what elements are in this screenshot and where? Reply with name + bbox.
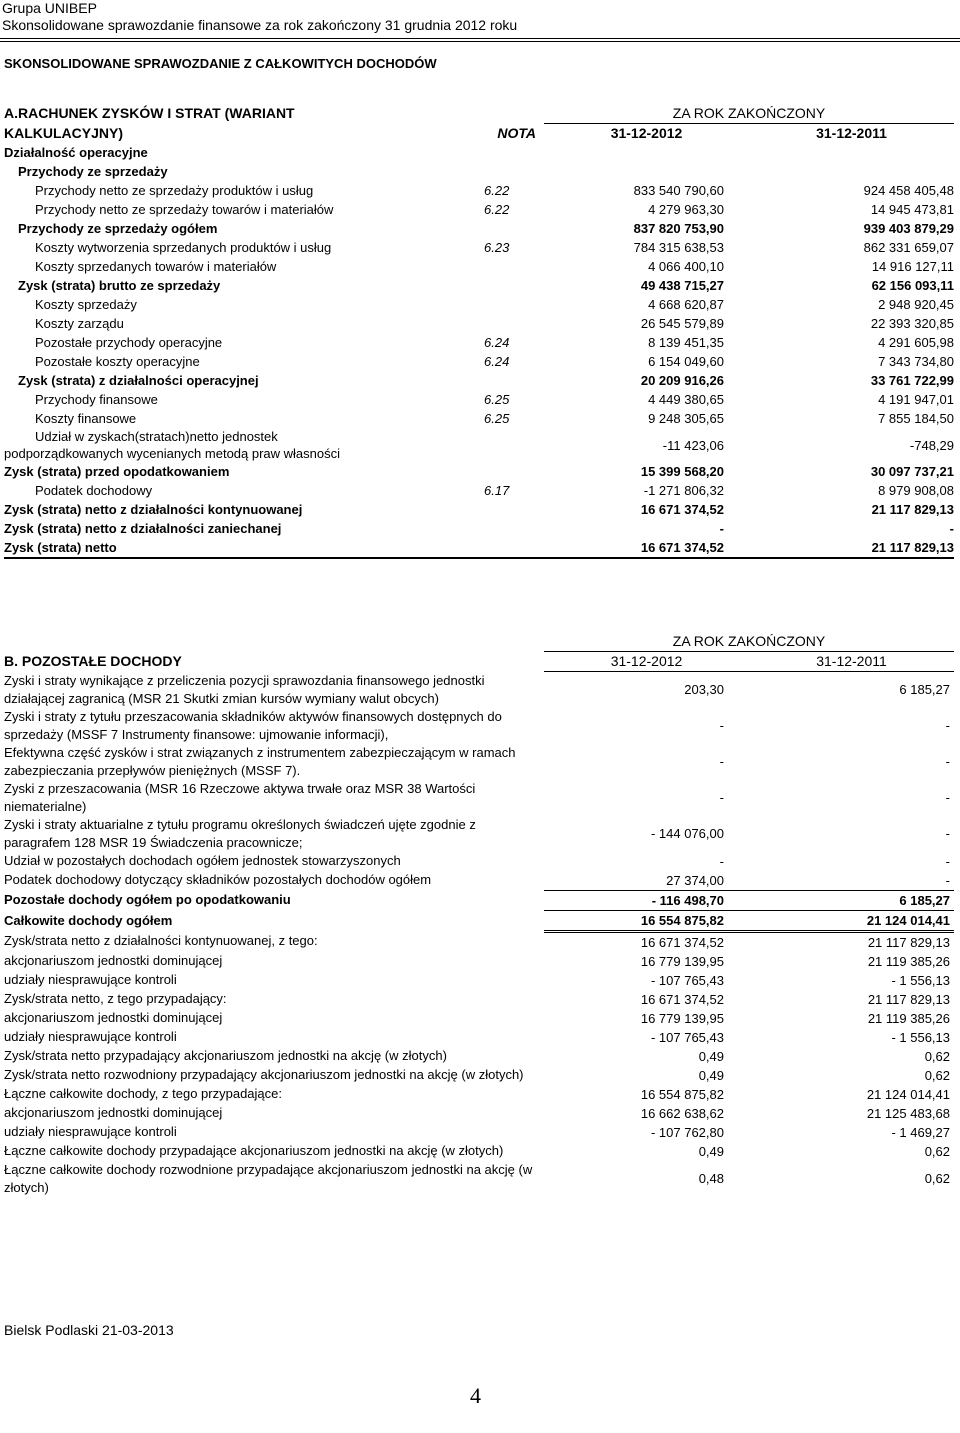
row-nota bbox=[484, 257, 544, 276]
row-label: Podatek dochodowy dotyczący składników pozostałych dochodów ogółem bbox=[4, 872, 432, 888]
row-value-2011: 14 945 473,81 bbox=[870, 202, 954, 217]
row-value-2011: 0,62 bbox=[924, 1171, 950, 1186]
period-label-a: ZA ROK ZAKOŃCZONY bbox=[544, 104, 954, 124]
page-title: SKONSOLIDOWANE SPRAWOZDANIE Z CAŁKOWITYCH DOCHODÓW bbox=[4, 56, 437, 71]
row-value-2012: - 107 762,80 bbox=[650, 1124, 724, 1140]
table-row bbox=[4, 1009, 954, 1028]
row-value-2012: 16 671 374,52 bbox=[640, 540, 724, 555]
table-row bbox=[4, 500, 954, 519]
table-row bbox=[4, 519, 954, 538]
row-label: Zysk/strata netto z działalności kontynuowanej, z tego: bbox=[4, 933, 318, 949]
col-2011-header: 31-12-2011 bbox=[816, 125, 887, 141]
row-nota: 6.25 bbox=[484, 411, 510, 426]
row-nota bbox=[484, 162, 544, 181]
row-value-2012: - 107 765,43 bbox=[650, 1029, 724, 1045]
row-label: Przychody netto ze sprzedaży towarów i materiałów bbox=[35, 202, 334, 217]
row-nota: 6.24 bbox=[484, 354, 510, 369]
table-row bbox=[4, 219, 954, 238]
row-value-2012: 6 154 049,60 bbox=[648, 354, 724, 369]
row-label: Pozostałe dochody ogółem po opodatkowaniu bbox=[4, 892, 291, 907]
row-nota bbox=[484, 519, 544, 538]
row-label bbox=[4, 428, 484, 462]
row-label: akcjonariuszom jednostki dominującej bbox=[4, 1010, 223, 1025]
row-value-2011: 33 761 722,99 bbox=[870, 373, 954, 388]
company-name: Grupa UNIBEP bbox=[2, 0, 97, 16]
row-label: Udział w pozostałych dochodach ogółem jednostek stowarzyszonych bbox=[4, 853, 401, 868]
table-row bbox=[4, 371, 954, 390]
row-label: Zysk (strata) przed opodatkowaniem bbox=[4, 464, 230, 479]
row-label: Koszty finansowe bbox=[35, 411, 137, 426]
row-value-2012: - 116 498,70 bbox=[544, 890, 749, 910]
row-label: Zysk/strata netto rozwodniony przypadający akcjonariuszom jednostki na akcję (w złotych) bbox=[4, 1067, 524, 1082]
row-nota bbox=[484, 462, 544, 481]
row-nota: 6.25 bbox=[484, 392, 510, 407]
table-row bbox=[4, 314, 954, 333]
table-row bbox=[4, 162, 954, 181]
row-label: Łączne całkowite dochody, z tego przypadające: bbox=[4, 1086, 282, 1101]
row-label: akcjonariuszom jednostki dominującej bbox=[4, 953, 223, 968]
row-label: udziały niesprawujące kontroli bbox=[4, 1124, 177, 1139]
row-value-2011: - bbox=[945, 853, 950, 869]
row-value-2011: 862 331 659,07 bbox=[863, 240, 954, 255]
row-value-2011: 4 191 947,01 bbox=[878, 392, 954, 407]
table-row bbox=[4, 428, 954, 462]
row-value-2011: 7 855 184,50 bbox=[878, 411, 954, 426]
table-row bbox=[4, 744, 954, 780]
row-value-2012 bbox=[544, 143, 749, 162]
table-row bbox=[4, 257, 954, 276]
row-nota: 6.24 bbox=[484, 335, 510, 350]
row-value-2012: -1 271 806,32 bbox=[643, 483, 724, 498]
row-label: Pozostałe koszty operacyjne bbox=[35, 354, 200, 369]
row-label: Efektywna część zysków i strat związanych z instrumentem zabezpieczającym w ramach zabezpieczania przepływów pieniężnych (MSSF 7). bbox=[4, 744, 516, 778]
table-row bbox=[4, 780, 954, 816]
period-label-b: ZA ROK ZAKOŃCZONY bbox=[544, 631, 954, 652]
col-2012-header-b: 31-12-2012 bbox=[544, 652, 749, 672]
table-row bbox=[4, 538, 954, 558]
row-nota: 6.17 bbox=[484, 483, 510, 498]
row-value-2011: 21 117 829,13 bbox=[867, 991, 950, 1007]
table-row bbox=[4, 672, 954, 708]
row-value-2011: - 1 556,13 bbox=[891, 972, 950, 988]
row-label: Koszty sprzedaży bbox=[35, 297, 137, 312]
table-row bbox=[4, 238, 954, 257]
row-label: Koszty zarządu bbox=[35, 316, 124, 331]
row-value-2012: 0,49 bbox=[698, 1143, 724, 1159]
row-value-2012: - bbox=[719, 790, 724, 805]
row-value-2011: 0,62 bbox=[924, 1048, 950, 1064]
row-value-2011: 21 117 829,13 bbox=[867, 934, 950, 950]
row-value-2011: 6 185,27 bbox=[749, 890, 954, 910]
row-label: Koszty wytworzenia sprzedanych produktów i usług bbox=[35, 240, 332, 255]
table-row bbox=[4, 333, 954, 352]
row-value-2012: 9 248 305,65 bbox=[648, 411, 724, 426]
row-label: Zysk (strata) netto z działalności zaniechanej bbox=[4, 521, 282, 536]
row-value-2012: 49 438 715,27 bbox=[640, 278, 724, 293]
row-value-2011: 22 393 320,85 bbox=[870, 316, 954, 331]
table-row bbox=[4, 1066, 954, 1085]
table-row bbox=[4, 1123, 954, 1142]
row-label: Łączne całkowite dochody rozwodnione przypadające akcjonariuszom jednostki na akcję (w złotych) bbox=[4, 1161, 533, 1195]
table-row bbox=[4, 200, 954, 219]
row-label: Zyski i straty wynikające z przeliczenia pozycji sprawozdania finansowego jednostki działającej zagranicą (MSR 21 Skutki zmian kursów wymiany walut obcych) bbox=[4, 672, 485, 706]
table-row bbox=[4, 1161, 954, 1197]
row-value-2011: - bbox=[949, 521, 954, 536]
row-label: Przychody ze sprzedaży ogółem bbox=[18, 221, 218, 236]
row-nota bbox=[484, 276, 544, 295]
table-row bbox=[4, 816, 954, 852]
row-value-2011: 21 117 829,13 bbox=[871, 502, 954, 517]
row-label: udziały niesprawujące kontroli bbox=[4, 972, 177, 987]
row-value-2011: 21 124 014,41 bbox=[749, 910, 954, 931]
row-value-2011: -748,29 bbox=[909, 437, 954, 453]
row-value-2011 bbox=[749, 162, 954, 181]
row-value-2011: - bbox=[945, 718, 950, 733]
table-row bbox=[4, 352, 954, 371]
row-nota bbox=[484, 428, 544, 462]
row-label: Zyski i straty z tytułu przeszacowania składników aktywów finansowych dostępnych do sprzedaży (MSSF 7 Instrumenty finansowe: ujmowanie informacji), bbox=[4, 708, 502, 742]
row-value-2012: - 144 076,00 bbox=[650, 826, 724, 841]
table-row bbox=[4, 931, 954, 952]
row-value-2012: 8 139 451,35 bbox=[648, 335, 724, 350]
row-label: Zyski z przeszacowania (MSR 16 Rzeczowe aktywa trwałe oraz MSR 38 Wartości niematerialne) bbox=[4, 780, 476, 814]
row-label: Zysk/strata netto, z tego przypadający: bbox=[4, 991, 227, 1006]
row-value-2012: 16 554 875,82 bbox=[640, 1086, 724, 1102]
header-divider-2 bbox=[0, 41, 960, 42]
row-label: Podatek dochodowy bbox=[35, 483, 153, 498]
nota-header: NOTA bbox=[497, 124, 536, 141]
row-label: Pozostałe przychody operacyjne bbox=[35, 335, 223, 350]
section-b-heading: B. POZOSTAŁE DOCHODY bbox=[4, 653, 182, 669]
row-value-2011: 924 458 405,48 bbox=[863, 183, 954, 198]
row-value-2012: 837 820 753,90 bbox=[633, 221, 724, 236]
row-value-2011: 4 291 605,98 bbox=[878, 335, 954, 350]
other-income-table bbox=[4, 631, 954, 1197]
row-nota: 6.23 bbox=[484, 240, 510, 255]
row-label-line1: Udział w zyskach(stratach)netto jednostek bbox=[35, 429, 278, 444]
row-value-2012: - bbox=[719, 754, 724, 769]
table-row bbox=[4, 390, 954, 409]
row-value-2011: - 1 556,13 bbox=[891, 1029, 950, 1045]
row-value-2011: 21 119 385,26 bbox=[867, 953, 950, 969]
row-label: Przychody ze sprzedaży bbox=[18, 164, 168, 179]
table-row bbox=[4, 1142, 954, 1161]
table-row bbox=[4, 971, 954, 990]
row-value-2012: - bbox=[719, 853, 724, 869]
table-row bbox=[4, 990, 954, 1009]
table-row bbox=[4, 952, 954, 971]
row-value-2012: 27 374,00 bbox=[544, 871, 749, 891]
table-row bbox=[4, 1085, 954, 1104]
row-value-2011: 2 948 920,45 bbox=[878, 297, 954, 312]
table-row bbox=[4, 276, 954, 295]
row-value-2012: 16 779 139,95 bbox=[640, 953, 724, 969]
row-nota: 6.22 bbox=[484, 202, 510, 217]
row-value-2011: 62 156 093,11 bbox=[871, 278, 954, 293]
table-row bbox=[4, 910, 954, 931]
row-value-2012: 833 540 790,60 bbox=[633, 183, 724, 198]
header-divider bbox=[0, 38, 960, 39]
row-value-2011: 21 119 385,26 bbox=[867, 1010, 950, 1026]
row-nota bbox=[484, 500, 544, 519]
row-label: Zysk (strata) netto bbox=[4, 540, 117, 555]
row-label: Zysk (strata) z działalności operacyjnej bbox=[18, 373, 259, 388]
table-row bbox=[4, 462, 954, 481]
row-value-2012: 784 315 638,53 bbox=[633, 240, 724, 255]
row-value-2012: 16 671 374,52 bbox=[640, 934, 724, 950]
row-value-2012: 16 779 139,95 bbox=[640, 1010, 724, 1026]
row-value-2012: 16 662 638,62 bbox=[640, 1105, 724, 1121]
row-value-2012: 4 668 620,87 bbox=[648, 297, 724, 312]
row-value-2011: 14 916 127,11 bbox=[871, 259, 954, 274]
row-value-2011: 6 185,27 bbox=[899, 682, 950, 698]
row-value-2011: 939 403 879,29 bbox=[863, 221, 954, 236]
row-label: Działalność operacyjne bbox=[4, 145, 148, 160]
row-value-2012: -11 423,06 bbox=[662, 437, 724, 453]
row-value-2012: 203,30 bbox=[684, 682, 724, 698]
row-value-2011: 21 124 014,41 bbox=[866, 1086, 950, 1102]
row-value-2011: 21 125 483,68 bbox=[866, 1105, 950, 1121]
row-value-2011: 0,62 bbox=[924, 1143, 950, 1159]
row-value-2011: - 1 469,27 bbox=[891, 1124, 950, 1140]
row-label: Zysk (strata) brutto ze sprzedaży bbox=[18, 278, 221, 293]
row-value-2011: 30 097 737,21 bbox=[870, 464, 954, 479]
row-value-2011: - bbox=[945, 790, 950, 805]
row-value-2012: 4 279 963,30 bbox=[648, 202, 724, 217]
table-row bbox=[4, 871, 954, 891]
row-label: udziały niesprawujące kontroli bbox=[4, 1029, 177, 1044]
table-row bbox=[4, 852, 954, 871]
row-nota bbox=[484, 143, 544, 162]
row-value-2011: 7 343 734,80 bbox=[878, 354, 954, 369]
section-a-heading-1: A.RACHUNEK ZYSKÓW I STRAT (WARIANT bbox=[4, 105, 295, 122]
row-label-line2: podporządkowanych wycenianych metodą praw własności bbox=[4, 446, 341, 461]
row-value-2012: 20 209 916,26 bbox=[640, 373, 724, 388]
table-row bbox=[4, 295, 954, 314]
row-nota bbox=[484, 295, 544, 314]
page-number: 4 bbox=[470, 1383, 481, 1408]
row-value-2012: 15 399 568,20 bbox=[640, 464, 724, 479]
row-value-2012: - bbox=[719, 521, 724, 536]
table-row bbox=[4, 890, 954, 910]
row-value-2011: 21 117 829,13 bbox=[871, 540, 954, 555]
row-value-2012 bbox=[544, 162, 749, 181]
table-row bbox=[4, 1028, 954, 1047]
col-2012-header: 31-12-2012 bbox=[610, 125, 683, 141]
row-value-2012: 16 671 374,52 bbox=[640, 502, 724, 517]
row-value-2012: 16 671 374,52 bbox=[640, 991, 724, 1007]
row-label: Całkowite dochody ogółem bbox=[4, 912, 173, 928]
table-row bbox=[4, 409, 954, 428]
row-label: Zyski i straty aktuarialne z tytułu programu określonych świadczeń ujęte zgodnie z paragrafem 128 MSR 19 Świadczenia pracownicze; bbox=[4, 816, 476, 850]
place-date: Bielsk Podlaski 21-03-2013 bbox=[4, 1322, 174, 1338]
row-value-2012: 4 449 380,65 bbox=[648, 392, 724, 407]
table-row bbox=[4, 1047, 954, 1066]
row-nota bbox=[484, 538, 544, 558]
row-label: akcjonariuszom jednostki dominującej bbox=[4, 1105, 223, 1120]
table-row bbox=[4, 481, 954, 500]
row-label: Zysk/strata netto przypadający akcjonariuszom jednostki na akcję (w złotych) bbox=[4, 1048, 447, 1063]
row-nota: 6.22 bbox=[484, 183, 510, 198]
row-value-2011: - bbox=[749, 871, 954, 891]
row-nota bbox=[484, 371, 544, 390]
table-row bbox=[4, 708, 954, 744]
row-value-2012: 0,49 bbox=[698, 1067, 724, 1083]
row-value-2011: - bbox=[945, 826, 950, 841]
section-a-heading-2: KALKULACYJNY) bbox=[4, 124, 123, 141]
row-label: Przychody finansowe bbox=[35, 392, 158, 407]
document-subtitle: Skonsolidowane sprawozdanie finansowe za rok zakończony 31 grudnia 2012 roku bbox=[2, 17, 518, 33]
row-value-2012: 0,48 bbox=[698, 1171, 724, 1186]
col-2011-header-b: 31-12-2011 bbox=[749, 652, 954, 672]
row-value-2011: 8 979 908,08 bbox=[878, 483, 954, 498]
row-nota bbox=[484, 314, 544, 333]
row-value-2011 bbox=[749, 143, 954, 162]
row-nota bbox=[484, 219, 544, 238]
row-label: Łączne całkowite dochody przypadające akcjonariuszom jednostki na akcję (w złotych) bbox=[4, 1143, 504, 1158]
table-row bbox=[4, 143, 954, 162]
row-value-2011: 0,62 bbox=[924, 1067, 950, 1083]
row-label: Przychody netto ze sprzedaży produktów i usług bbox=[35, 183, 314, 198]
row-value-2012: 26 545 579,89 bbox=[640, 316, 724, 331]
row-value-2012: 0,49 bbox=[698, 1048, 724, 1064]
row-value-2011: - bbox=[945, 754, 950, 769]
row-label: Koszty sprzedanych towarów i materiałów bbox=[35, 259, 277, 274]
row-value-2012: 4 066 400,10 bbox=[648, 259, 724, 274]
row-value-2012: - bbox=[719, 718, 724, 733]
row-value-2012: 16 554 875,82 bbox=[544, 910, 749, 931]
table-row bbox=[4, 1104, 954, 1123]
income-statement-table bbox=[4, 104, 954, 559]
table-row bbox=[4, 181, 954, 200]
row-value-2012: - 107 765,43 bbox=[650, 972, 724, 988]
row-label: Zysk (strata) netto z działalności kontynuowanej bbox=[4, 502, 303, 517]
